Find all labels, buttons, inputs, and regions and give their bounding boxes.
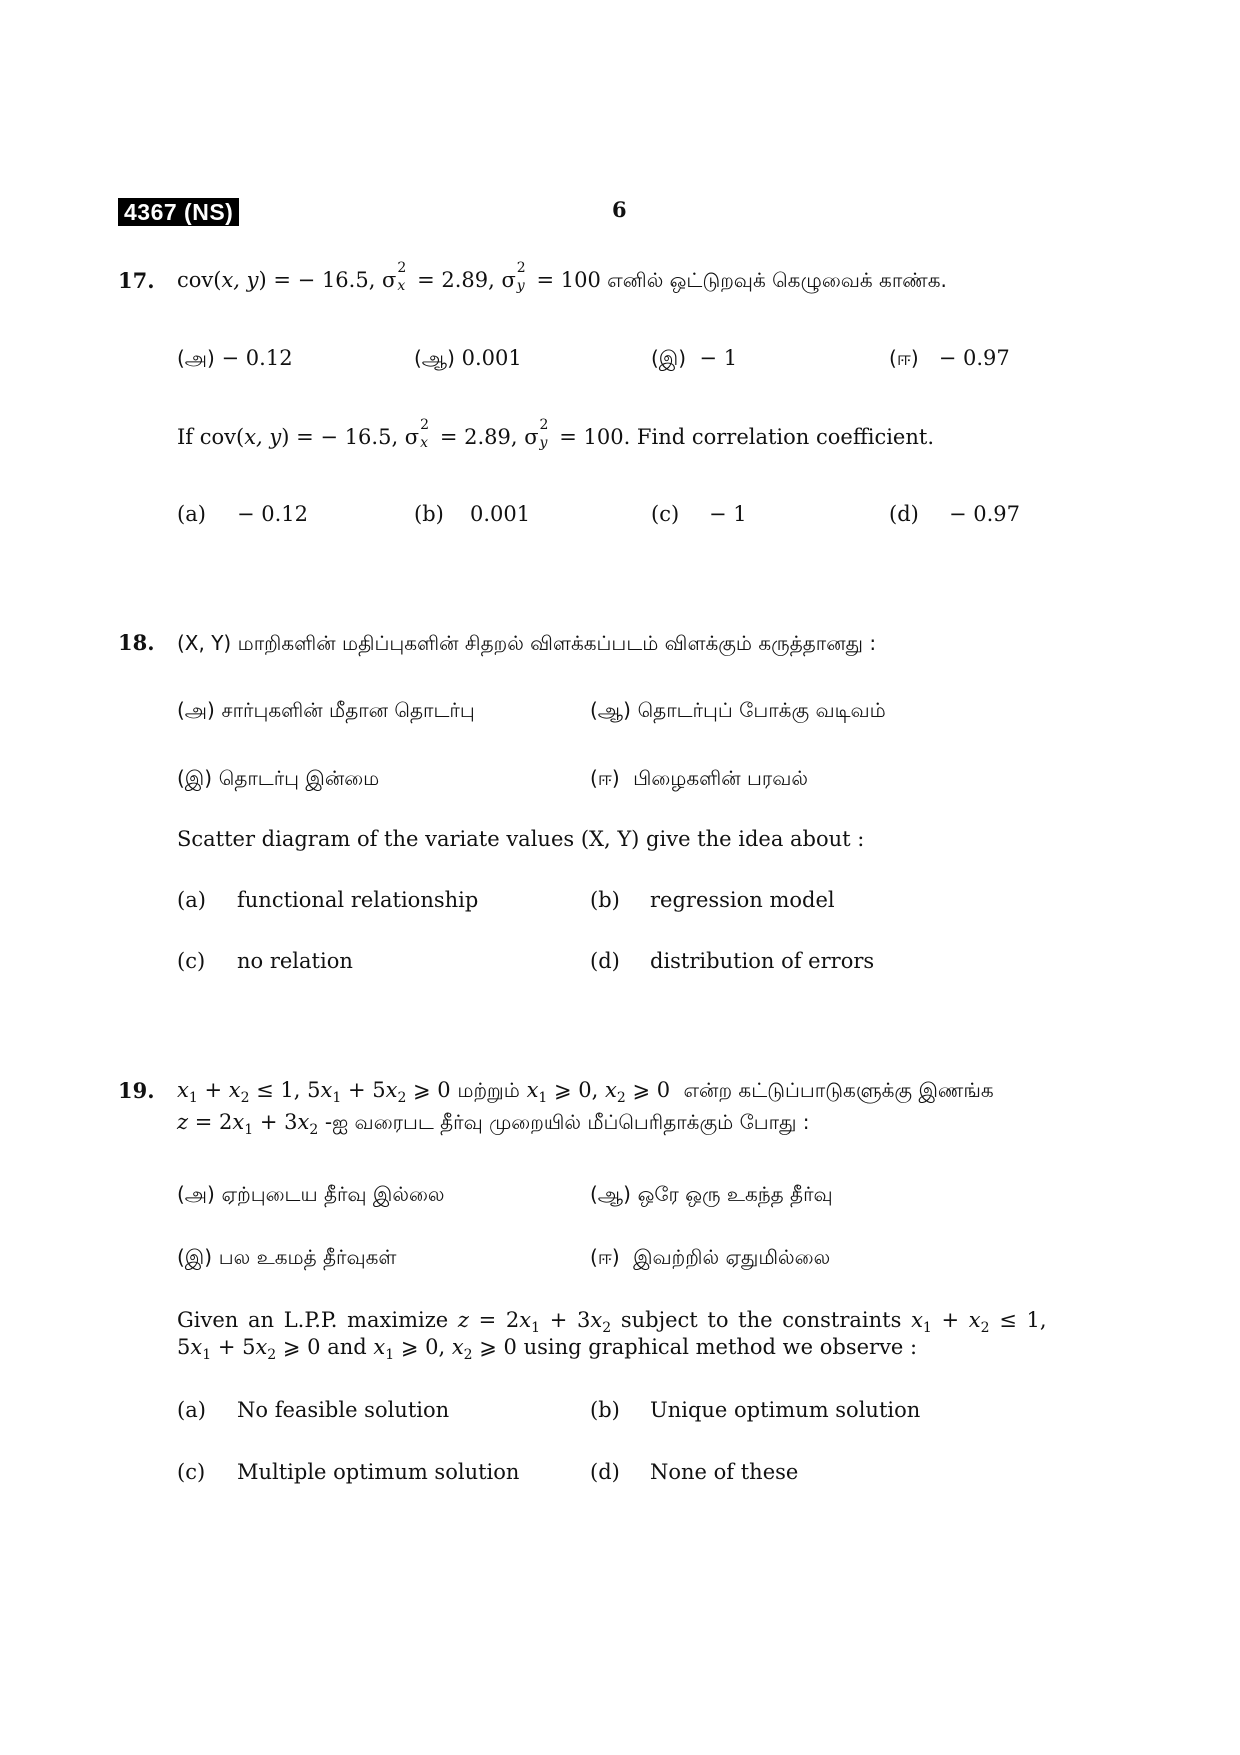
- option-b[interactable]: (b) Unique optimum solution: [590, 1398, 921, 1422]
- option-tamil-b[interactable]: (ஆ) 0.001: [414, 346, 522, 370]
- option-tamil-d[interactable]: (ஈ) பிழைகளின் பரவல்: [590, 766, 808, 790]
- question-text-tamil: (X, Y) மாறிகளின் மதிப்புகளின் சிதறல் விளக்கப்படம் விளக்கும் கருத்தானது :: [177, 631, 877, 655]
- option-b[interactable]: (b) regression model: [590, 888, 835, 912]
- option-a[interactable]: (a) − 0.12: [177, 502, 309, 526]
- option-tamil-d[interactable]: (ஈ) இவற்றில் ஏதுமில்லை: [590, 1245, 831, 1269]
- option-d[interactable]: (d) distribution of errors: [590, 949, 875, 973]
- option-tamil-c[interactable]: (இ) − 1: [651, 346, 738, 370]
- option-tamil-c[interactable]: (இ) தொடர்பு இன்மை: [177, 766, 380, 790]
- question-number: 19.: [118, 1078, 155, 1103]
- question-text-english-line1: Given an L.P.P. maximize $z = 2x_1 + 3x_2$ subject to the constraints $x_1 + x_2 \le 1$,: [177, 1308, 1047, 1337]
- question-text-tamil-line2: $z = 2x_1 + 3x_2$ -ஐ வரைபட தீர்வு முறையில் மீப்பெரிதாக்கும் போது :: [177, 1110, 810, 1139]
- page-number: 6: [612, 197, 627, 222]
- question-text-english: Scatter diagram of the variate values (X, Y) give the idea about :: [177, 827, 865, 851]
- option-c[interactable]: (c) no relation: [177, 949, 353, 973]
- option-a[interactable]: (a) No feasible solution: [177, 1398, 450, 1422]
- paper-code-badge: 4367 (NS): [118, 198, 239, 226]
- question-number: 18.: [118, 630, 155, 655]
- option-d[interactable]: (d) None of these: [590, 1460, 799, 1484]
- option-d[interactable]: (d) − 0.97: [889, 502, 1021, 526]
- option-c[interactable]: (c) Multiple optimum solution: [177, 1460, 520, 1484]
- question-text-english-line2: $5x_1 + 5x_2$ ⩾ 0 and $x_1$ ⩾ 0, $x_2$ ⩾ 0 using graphical method we observe :: [177, 1335, 918, 1364]
- option-tamil-a[interactable]: (அ) சார்புகளின் மீதான தொடர்பு: [177, 698, 475, 722]
- option-tamil-b[interactable]: (ஆ) ஒரே ஒரு உகந்த தீர்வு: [590, 1182, 833, 1206]
- option-c[interactable]: (c) − 1: [651, 502, 747, 526]
- option-tamil-c[interactable]: (இ) பல உகமத் தீர்வுகள்: [177, 1245, 397, 1269]
- option-tamil-b[interactable]: (ஆ) தொடர்புப் போக்கு வடிவம்: [590, 698, 886, 722]
- option-b[interactable]: (b) 0.001: [414, 502, 531, 526]
- option-tamil-a[interactable]: (அ) ஏற்புடைய தீர்வு இல்லை: [177, 1182, 445, 1206]
- question-text-tamil-line1: $x_1 + x_2 \le 1$, $5x_1 + 5x_2$ ⩾ 0 மற்றும் $x_1$ ⩾ 0, $x_2$ ⩾ 0 என்ற கட்டுப்பாடுகளுக்கு இணங்க: [177, 1078, 994, 1107]
- option-a[interactable]: (a) functional relationship: [177, 888, 479, 912]
- option-tamil-a[interactable]: (அ) − 0.12: [177, 346, 293, 370]
- question-number: 17.: [118, 268, 155, 293]
- question-text-tamil: cov(x, y) = − 16.5, σ 2 x = 2.89, σ 2 y = 100 எனில் ஒட்டுறவுக் கெழுவைக் காண்க.: [177, 260, 947, 294]
- option-tamil-d[interactable]: (ஈ) − 0.97: [889, 346, 1010, 370]
- question-text-english: If cov(x, y) = − 16.5, σ 2 x = 2.89, σ 2 y = 100. Find correlation coefficient.: [177, 417, 934, 451]
